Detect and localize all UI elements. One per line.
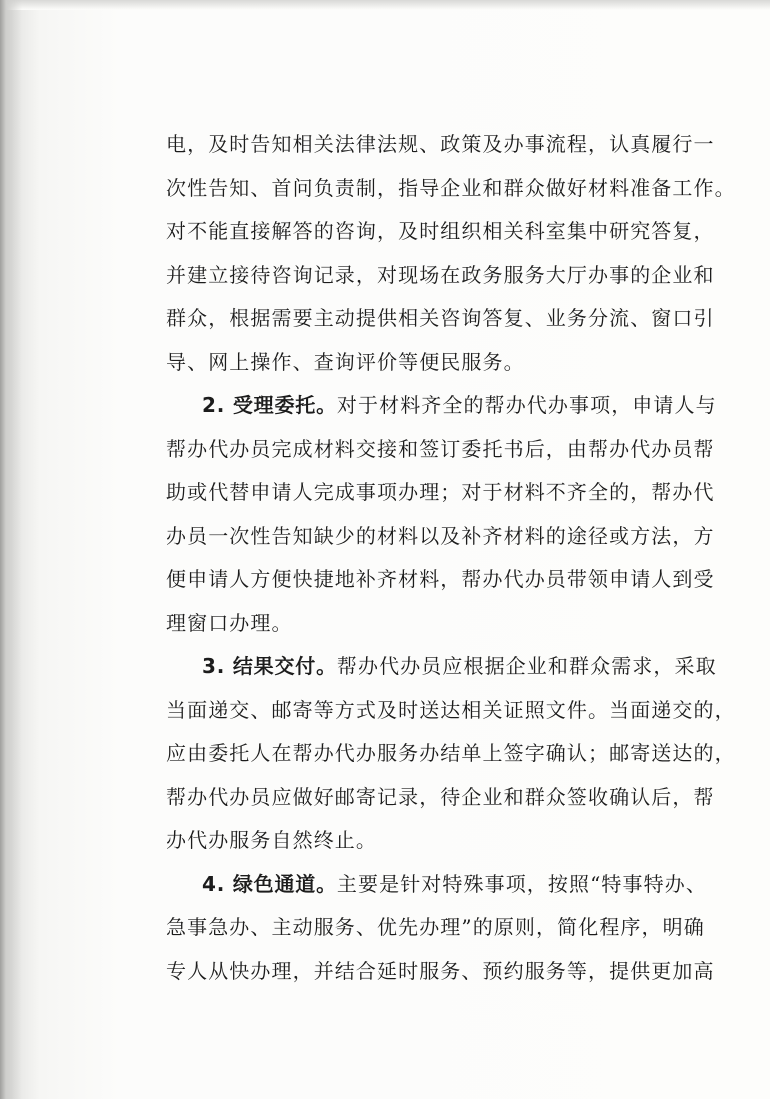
section-heading: 4. 绿色通道。 bbox=[202, 871, 337, 896]
text-line: 理窗口办理。 bbox=[166, 610, 293, 635]
section-first-line bbox=[166, 645, 717, 689]
text-line: 办员一次性告知缺少的材料以及补齐材料的途径或方法，方 bbox=[166, 523, 715, 548]
section-heading: 2. 受理委托。 bbox=[202, 393, 337, 417]
text-line: 便申请人方便快捷地补齐材料，帮办代办员带领申请人到受 bbox=[166, 567, 715, 591]
text-line: 当面递交、邮寄等方式及时送达相关证照文件。当面递交的， bbox=[166, 697, 736, 722]
text-line: 帮办代办员完成材料交接和签订委托书后，由帮办代办员帮 bbox=[166, 436, 715, 461]
text-run: 对于材料齐全的帮办代办事项，申请人与 bbox=[336, 393, 717, 417]
text-line: 帮办代办员应做好邮寄记录，待企业和群众签收确认后，帮 bbox=[166, 784, 715, 809]
text-line: 急事急办、主动服务、优先办理”的原则，简化程序，明确 bbox=[166, 915, 705, 939]
section-heading: 3. 结果交付。 bbox=[202, 654, 337, 678]
text-line: 并建立接待咨询记录，对现场在政务服务大厅办事的企业和 bbox=[166, 262, 715, 287]
section-first-line bbox=[166, 384, 717, 428]
text-run: 主要是针对特殊事项，按照“特事特办、 bbox=[336, 871, 707, 896]
section-first-line bbox=[166, 863, 714, 907]
text-line: 应由委托人在帮办代办服务办结单上签字确认；邮寄送达的， bbox=[166, 741, 736, 765]
document-body bbox=[166, 123, 736, 993]
text-line: 助或代替申请人完成事项办理；对于材料不齐全的，帮办代 bbox=[166, 480, 715, 504]
text-line: 次性告知、首问负责制，指导企业和群众做好材料准备工作。 bbox=[166, 175, 736, 200]
binding-shadow bbox=[0, 0, 22, 1099]
text-line: 导、网上操作、查询评价等便民服务。 bbox=[166, 349, 525, 374]
text-line: 办代办服务自然终止。 bbox=[166, 828, 377, 852]
page-top-edge bbox=[0, 0, 770, 10]
text-line: 群众，根据需要主动提供相关咨询答复、业务分流、窗口引 bbox=[166, 306, 715, 330]
text-run: 帮办代办员应根据企业和群众需求，采取 bbox=[336, 654, 717, 678]
text-line: 对不能直接解答的咨询，及时组织相关科室集中研究答复， bbox=[166, 219, 715, 243]
text-line: 电，及时告知相关法律法规、政策及办事流程，认真履行一 bbox=[166, 132, 715, 156]
text-line: 专人从快办理，并结合延时服务、预约服务等，提供更加高 bbox=[166, 958, 715, 983]
